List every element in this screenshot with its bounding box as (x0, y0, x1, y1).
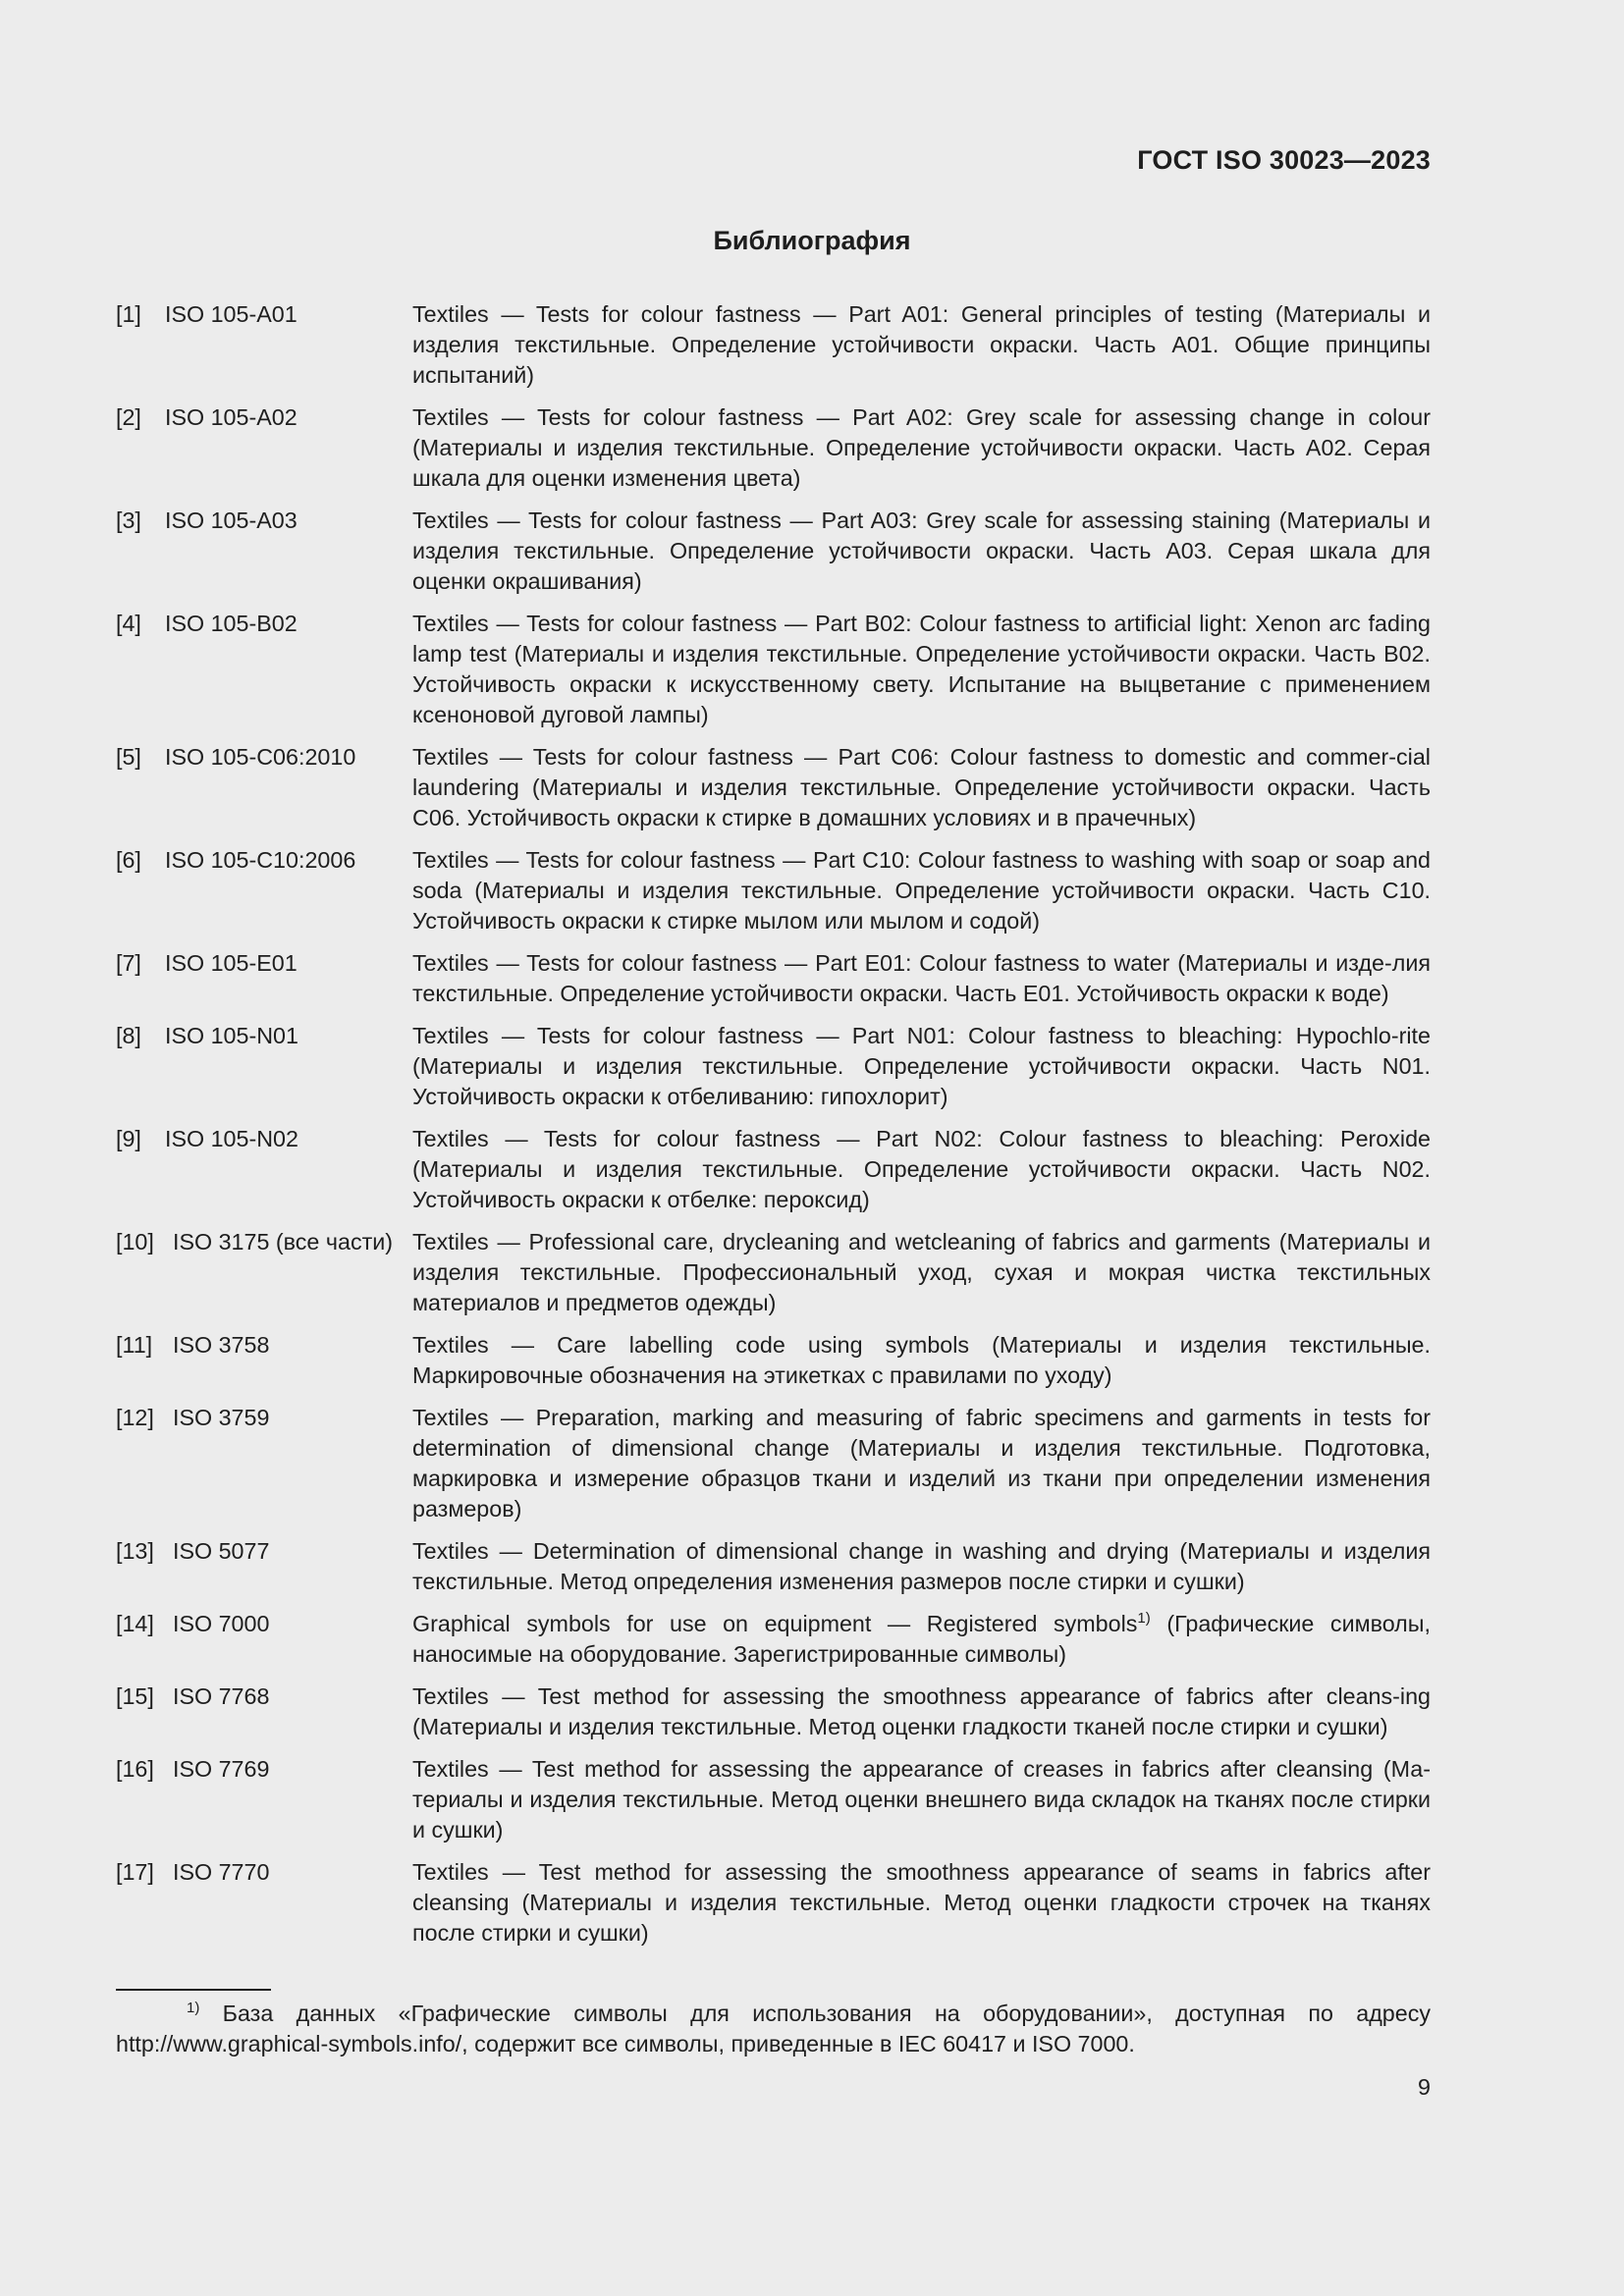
entry-title-text: Textiles — Tests for colour fastness — Part C10: Colour fastness to washing with soap or soap and soda (Материалы и изделия текстильные. Определение устойчивости окраски. Часть C10. Устойчивость окраски к стирке мылом или мылом и содой) (412, 847, 1431, 934)
footnote-text: База данных «Графические символы для использования на оборудовании», доступная по адресу http://www.graphical-symbols.info/, содержит все символы, приведенные в IEC 60417 и ISO 7000. (116, 2001, 1431, 2056)
bibliography-list (116, 299, 1431, 1960)
entry-standard-code: ISO 3758 (173, 1332, 270, 1358)
entry-title (412, 1536, 1431, 1597)
entry-number: [11] (116, 1332, 153, 1358)
bibliography-entry (116, 1754, 1431, 1845)
entry-number: [13] (116, 1538, 154, 1564)
entry-number: [7] (116, 950, 141, 976)
entry-number: [2] (116, 404, 141, 430)
entry-title-text: Textiles — Test method for assessing the smoothness appearance of fabrics after cleans-ing (Материалы и изделия текстильные. Метод оценки гладкости тканей после стирки и сушки) (412, 1683, 1431, 1739)
bibliography-entry (116, 1124, 1431, 1215)
entry-number: [17] (116, 1859, 154, 1885)
bibliography-entry (116, 1682, 1431, 1742)
entry-number: [15] (116, 1683, 154, 1709)
entry-title-text: Textiles — Preparation, marking and measuring of fabric specimens and garments in tests for determination of dimensional change (Материалы и изделия текстильные. Подготовка, маркировка и измерение образцов ткани и изделий из ткани при определении изменения размеров) (412, 1405, 1431, 1522)
entry-number: [6] (116, 847, 141, 873)
entry-title-text: Textiles — Determination of dimensional change in washing and drying (Материалы и изделия текстильные. Метод определения изменения размеров после стирки и сушки) (412, 1538, 1431, 1594)
entry-title (412, 845, 1431, 936)
entry-standard-code: ISO 3175 (все части) (173, 1229, 394, 1255)
entry-standard-code: ISO 7768 (173, 1683, 270, 1709)
entry-title (412, 299, 1431, 391)
entry-title (412, 1403, 1431, 1524)
entry-title (412, 1754, 1431, 1845)
entry-number: [3] (116, 507, 141, 533)
entry-title-text: Textiles — Tests for colour fastness — Part C06: Colour fastness to domestic and commer-cial laundering (Материалы и изделия текстильные. Определение устойчивости окраски. Часть C06. Устойчивость окраски к стирке в домашних условиях и в прачечных) (412, 744, 1431, 830)
entry-title-text: Textiles — Tests for colour fastness — Part B02: Colour fastness to artificial light: Xenon arc fading lamp test (Материалы и изделия текстильные. Определение устойчивости окраски. Часть B02. Устойчивость окраски к искусственному свету. Испытание на выцветание с применением ксеноновой дуговой лампы) (412, 611, 1431, 727)
footnote (116, 1999, 1431, 2059)
bibliography-entry (116, 299, 1431, 391)
entry-title-text-continued: (Графические символы, наносимые на оборудование. Зарегистрированные символы) (412, 1611, 1431, 1667)
bibliography-entry (116, 1021, 1431, 1112)
entry-number: [4] (116, 611, 141, 636)
bibliography-entry (116, 1330, 1431, 1391)
entry-title (412, 1682, 1431, 1742)
entry-number: [1] (116, 301, 141, 327)
bibliography-entry (116, 1609, 1431, 1670)
bibliography-entry (116, 1857, 1431, 1949)
entry-title-text: Textiles — Tests for colour fastness — Part A03: Grey scale for assessing staining (Материалы и изделия текстильные. Определение устойчивости окраски. Часть A03. Серая шкала для оценки окрашивания) (412, 507, 1431, 594)
entry-standard-code: ISO 105-C06:2010 (165, 744, 356, 770)
entry-standard-code: ISO 105-B02 (165, 611, 298, 636)
footnote-marker: 1) (187, 2000, 200, 2017)
entry-title (412, 609, 1431, 730)
bibliography-entry (116, 402, 1431, 494)
entry-title (412, 402, 1431, 494)
entry-title (412, 1609, 1431, 1670)
entry-title (412, 742, 1431, 833)
bibliography-entry (116, 845, 1431, 936)
bibliography-entry (116, 1403, 1431, 1524)
entry-title (412, 1857, 1431, 1949)
entry-title (412, 1227, 1431, 1318)
entry-standard-code: ISO 105-E01 (165, 950, 298, 976)
entry-title-text: Textiles — Test method for assessing the smoothness appearance of seams in fabrics after cleansing (Материалы и изделия текстильные. Метод оценки гладкости строчек на тканях после стирки и сушки) (412, 1859, 1431, 1946)
entry-standard-code: ISO 5077 (173, 1538, 270, 1564)
entry-number: [10] (116, 1229, 154, 1255)
entry-title-text: Textiles — Tests for colour fastness — Part A02: Grey scale for assessing change in colour (Материалы и изделия текстильные. Определение устойчивости окраски. Часть A02. Серая шкала для оценки изменения цвета) (412, 404, 1431, 491)
entry-title (412, 1021, 1431, 1112)
bibliography-entry (116, 1536, 1431, 1597)
bibliography-entry (116, 1227, 1431, 1318)
entry-number: [8] (116, 1023, 141, 1048)
entry-title (412, 506, 1431, 597)
entry-standard-code: ISO 105-C10:2006 (165, 847, 356, 873)
entry-title-text: Textiles — Professional care, drycleaning and wetcleaning of fabrics and garments (Материалы и изделия текстильные. Профессиональный уход, сухая и мокрая чистка текстильных материалов и предметов одежды) (412, 1229, 1431, 1315)
section-title: Библиография (713, 226, 911, 255)
bibliography-entry (116, 506, 1431, 597)
bibliography-entry (116, 609, 1431, 730)
entry-standard-code: ISO 105-A03 (165, 507, 298, 533)
entry-title (412, 948, 1431, 1009)
entry-standard-code: ISO 105-N01 (165, 1023, 298, 1048)
entry-standard-code: ISO 7769 (173, 1756, 270, 1782)
entry-title (412, 1330, 1431, 1391)
page-number: 9 (1418, 2074, 1431, 2100)
bibliography-entry (116, 742, 1431, 833)
entry-standard-code: ISO 105-A02 (165, 404, 298, 430)
entry-standard-code: ISO 105-N02 (165, 1126, 298, 1151)
entry-number: [5] (116, 744, 141, 770)
entry-title-text: Textiles — Tests for colour fastness — Part N01: Colour fastness to bleaching: Hypochlo-rite (Материалы и изделия текстильные. Определение устойчивости окраски. Часть N01. Устойчивость окраски к отбеливанию: гипохлорит) (412, 1023, 1431, 1109)
footnote-separator (116, 1989, 271, 1991)
entry-title-text: Textiles — Tests for colour fastness — Part E01: Colour fastness to water (Материалы и изде-лия текстильные. Определение устойчивости окраски. Часть E01. Устойчивость окраски к воде) (412, 950, 1431, 1006)
entry-number: [14] (116, 1611, 154, 1636)
entry-title (412, 1124, 1431, 1215)
bibliography-entry (116, 948, 1431, 1009)
entry-title-text: Textiles — Care labelling code using symbols (Материалы и изделия текстильные. Маркировочные обозначения на этикетках с правилами по уходу) (412, 1332, 1431, 1388)
footnote-reference: 1) (1137, 1610, 1151, 1628)
entry-number: [9] (116, 1126, 141, 1151)
entry-title-text: Textiles — Tests for colour fastness — Part N02: Colour fastness to bleaching: Peroxide (Материалы и изделия текстильные. Определение устойчивости окраски. Часть N02. Устойчивость окраски к отбелке: пероксид) (412, 1126, 1431, 1212)
entry-title-text: Textiles — Test method for assessing the appearance of creases in fabrics after cleansing (Ма-териалы и изделия текстильные. Метод оценки внешнего вида складок на тканях после стирки и сушки) (412, 1756, 1431, 1842)
entry-standard-code: ISO 7000 (173, 1611, 270, 1636)
entry-number: [16] (116, 1756, 154, 1782)
entry-number: [12] (116, 1405, 154, 1430)
entry-standard-code: ISO 3759 (173, 1405, 270, 1430)
entry-title-text: Graphical symbols for use on equipment — Registered symbols (412, 1611, 1138, 1636)
entry-title-text: Textiles — Tests for colour fastness — Part A01: General principles of testing (Материалы и изделия текстильные. Определение устойчивости окраски. Часть A01. Общие принципы испытаний) (412, 301, 1431, 388)
document-header-id: ГОСТ ISO 30023—2023 (1137, 145, 1431, 175)
entry-standard-code: ISO 7770 (173, 1859, 270, 1885)
entry-standard-code: ISO 105-A01 (165, 301, 298, 327)
